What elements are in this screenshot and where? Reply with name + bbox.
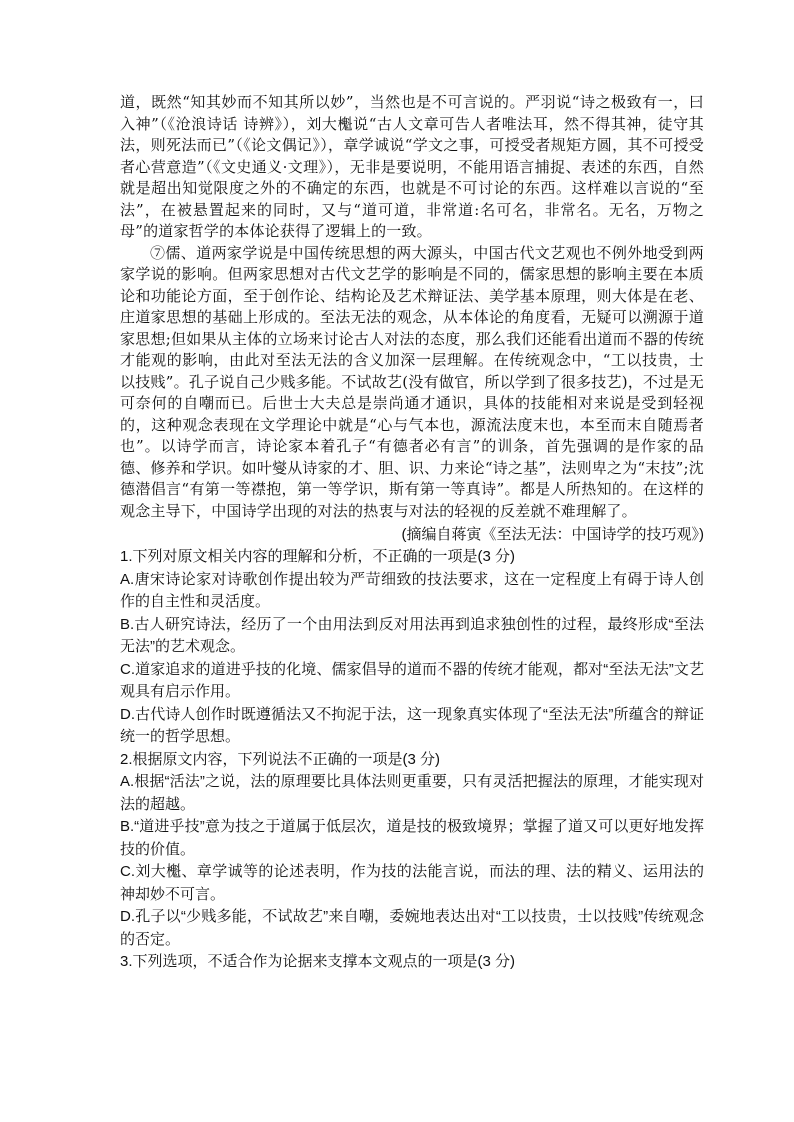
question-1-option-c: C.道家追求的道进乎技的化境、儒家倡导的道而不器的传统才能观，都对“至法无法”文艺观具有启示作用。 [120, 660, 704, 700]
question-2-option-b: B.“道进乎技”意为技之于道属于低层次，道是技的极致境界；掌握了道又可以更好地发挥技的价值。 [120, 818, 704, 858]
question-3 [120, 951, 704, 974]
passage-source: (摘编自蒋寅《至法无法：中国诗学的技巧观》) [401, 526, 704, 543]
passage-paragraph-1: 道，既然“知其妙而不知其所以妙”，当然也是不可言说的。严羽说“诗之极致有一，曰入神”（《沧浪诗话 诗辨》），刘大櫆说“古人文章可告人者唯法耳，然不得其神，徒守其法，则死法而已”（《论文偶记》），章学诚说“学文之事，可授受者规矩方圆，其不可授受者心营意造”（《文史通义·文理》），无非是要说明，不能用语言捕捉、表述的东西，自然就是超出知觉限度之外的不确定的东西，也就是不可讨论的东西。这样难以言说的“至法”，在被悬置起来的同时，又与“道可道，非常道:名可名，非常名。无名，万物之母”的道家哲学的本体论获得了逻辑上的一致。 [120, 93, 704, 240]
question-1-stem: 1.下列对原文相关内容的理解和分析，不正确的一项是(3 分) [120, 548, 516, 565]
question-2 [120, 749, 704, 952]
question-1-option-d: D.古代诗人创作时既遵循法又不拘泥于法，这一现象真实体现了“至法无法”所蕴含的辩证统一的哲学思想。 [120, 705, 704, 745]
question-2-option-d: D.孔子以“少贱多能，不试故艺”来自嘲，委婉地表达出对“工以技贵，士以技贱”传统观念的否定。 [120, 908, 704, 948]
question-3-stem: 3.下列选项，不适合作为论据来支撑本文观点的一项是(3 分) [120, 953, 516, 970]
question-2-option-a: A.根据“活法”之说，法的原理要比具体法则更重要，只有灵活把握法的原理，才能实现对法的超越。 [120, 773, 704, 813]
question-1-option-a: A.唐宋诗论家对诗歌创作提出较为严苛细致的技法要求，这在一定程度上有碍于诗人创作的自主性和灵活度。 [120, 570, 704, 610]
question-1-option-b: B.古人研究诗法，经历了一个由用法到反对用法再到追求独创性的过程，最终形成“至法无法”的艺术观念。 [120, 615, 704, 655]
question-list [120, 546, 704, 974]
passage-paragraph-2: ⑦儒、道两家学说是中国传统思想的两大源头，中国古代文艺观也不例外地受到两家学说的影响。但两家思想对古代文艺学的影响是不同的，儒家思想的影响主要在本质论和功能论方面，至于创作论、结构论及艺术辩证法、美学基本原理，则大体是在老、庄道家思想的基础上形成的。至法无法的观念，从本体论的角度看，无疑可以溯源于道家思想;但如果从主体的立场来讨论古人对法的态度，那么我们还能看出道而不器的传统才能观的影响，由此对至法无法的含义加深一层理解。在传统观念中，“工以技贵，士以技贱”。孔子说自己少贱多能。不试故艺(没有做官，所以学到了很多技艺)，不过是无可奈何的自嘲而已。后世士大夫总是崇尚通才通识，具体的技能相对来说是受到轻视的，这种观念表现在文学理论中就是“心与气本也，源流法度末也，本至而末自随焉者也”。以诗学而言，诗论家本着孔子“有德者必有言”的训条，首先强调的是作家的品德、修养和学识。如叶燮从诗家的才、胆、识、力来论“诗之基”，法则卑之为“末技”;沈德潜倡言“有第一等襟抱，第一等学识，斯有第一等真诗”。都是人所热知的。在这样的观念主导下，中国诗学出现的对法的热衷与对法的轻视的反差就不难理解了。 [120, 243, 704, 520]
passage-text [120, 92, 704, 522]
question-1 [120, 546, 704, 749]
question-2-option-c: C.刘大櫆、章学诚等的论述表明，作为技的法能言说，而法的理、法的精义、运用法的神却妙不可言。 [120, 863, 704, 903]
question-2-stem: 2.根据原文内容，下列说法不正确的一项是(3 分) [120, 750, 441, 768]
